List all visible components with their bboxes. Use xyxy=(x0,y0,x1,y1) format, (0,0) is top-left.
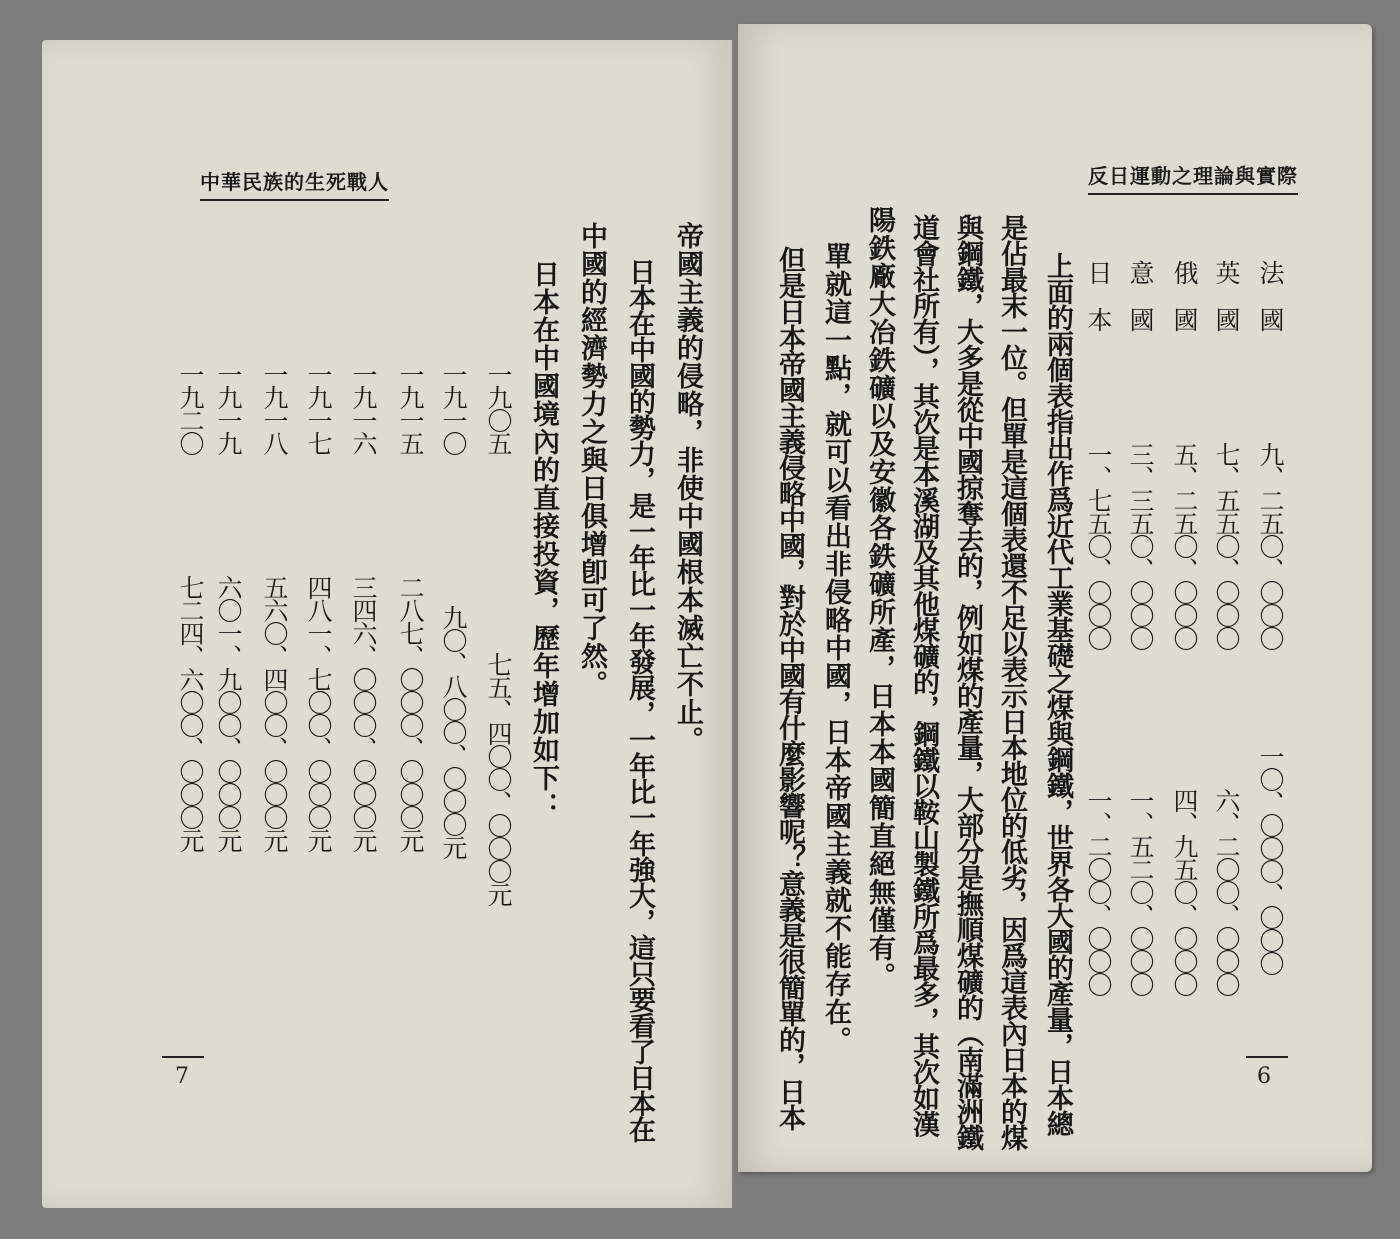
right-text-line-6: 單就這一點，就可以看出非侵略中國，日本帝國主義就不能存在。 xyxy=(820,242,851,1054)
inv-amount-1910: 九〇、八〇〇、〇〇〇元 xyxy=(439,605,468,858)
inv-amount-1916: 三四六、〇〇〇、〇〇〇元 xyxy=(349,575,378,851)
right-text-line-2: 是佔最末一位。但單是這個表還不足以表示日本地位的低劣，因爲這表內日本的煤 xyxy=(996,214,1027,1150)
left-running-header: 中華民族的生死戰人 xyxy=(200,166,389,201)
inv-amount-1919: 六〇一、九〇〇、〇〇〇元 xyxy=(214,575,243,851)
prod-coal-britain: 七、五五〇、〇〇〇 xyxy=(1212,442,1241,649)
prod-steel-britain: 六、二〇〇、〇〇〇 xyxy=(1212,788,1241,995)
right-running-header: 反日運動之理論與實際 xyxy=(1088,160,1298,195)
inv-year-1920: 一九二〇 xyxy=(176,362,205,454)
left-folio-rule xyxy=(162,1056,204,1058)
right-page-number: 6 xyxy=(1257,1064,1271,1089)
inv-amount-1905: 七五、四〇〇、〇〇〇元 xyxy=(484,652,513,905)
prod-coal-japan: 一、七五〇、〇〇〇 xyxy=(1084,442,1113,649)
inv-amount-1915: 二八七、〇〇〇、〇〇〇元 xyxy=(396,575,425,851)
prod-coal-italy: 三、三五〇、〇〇〇 xyxy=(1126,442,1155,649)
prod-country-france: 法國 xyxy=(1256,260,1285,354)
left-paragraph-2-line-1: 日本在中國的勢力，是一年比一年發展，一年比一年強大，這只要看了日本在 xyxy=(624,258,655,1142)
prod-country-japan: 日本 xyxy=(1084,260,1113,354)
prod-coal-france: 九、二五〇、〇〇〇 xyxy=(1256,442,1285,649)
inv-year-1905: 一九〇五 xyxy=(484,362,513,454)
prod-country-britain: 英國 xyxy=(1212,260,1241,354)
right-page xyxy=(738,24,1372,1172)
right-folio-rule xyxy=(1246,1056,1288,1058)
prod-country-italy: 意國 xyxy=(1126,260,1155,354)
left-paragraph-2-line-2: 中國的經濟勢力之與日俱增卽可了然。 xyxy=(576,222,607,698)
inv-year-1915: 一九一五 xyxy=(396,362,425,454)
right-text-line-3: 與鋼鐵，大多是從中國掠奪去的，例如煤的產量，大部分是撫順煤礦的（南滿洲鐵 xyxy=(952,214,983,1150)
right-text-line-7: 但是日本帝國主義侵略中國，對於中國有什麼影響呢？意義是很簡單的，日本 xyxy=(774,246,805,1130)
inv-year-1918: 一九一八 xyxy=(260,362,289,454)
prod-steel-italy: 一、五二〇、〇〇〇 xyxy=(1126,788,1155,995)
inv-year-1910: 一九一〇 xyxy=(439,362,468,454)
inv-year-1917: 一九一七 xyxy=(304,362,333,454)
right-text-line-1: 上面的兩個表指出作爲近代工業基礎之煤與鋼鐵，世界各大國的產量，日本總 xyxy=(1042,252,1073,1136)
left-paragraph-3: 日本在中國境內的直接投資，歷年增加如下： xyxy=(528,260,559,820)
left-paragraph-1: 帝國主義的侵略，非使中國根本滅亡不止。 xyxy=(672,222,703,754)
inv-amount-1920: 七二四、六〇〇、〇〇〇元 xyxy=(176,575,205,851)
right-text-line-5: 陽鉄廠大冶鉄礦以及安徽各鉄礦所產，日本本國簡直絕無僅有。 xyxy=(864,206,895,990)
left-page xyxy=(42,40,732,1208)
prod-steel-japan: 一、二〇〇、〇〇〇 xyxy=(1084,788,1113,995)
inv-amount-1917: 四八一、七〇〇、〇〇〇元 xyxy=(304,575,333,851)
left-page-number: 7 xyxy=(175,1064,189,1089)
prod-steel-france: 一〇、〇〇〇、〇〇〇 xyxy=(1256,744,1285,974)
prod-coal-russia: 五、二五〇、〇〇〇 xyxy=(1170,442,1199,649)
inv-year-1916: 一九一六 xyxy=(349,362,378,454)
inv-amount-1918: 五六〇、四〇〇、〇〇〇元 xyxy=(260,575,289,851)
inv-year-1919: 一九一九 xyxy=(214,362,243,454)
prod-steel-russia: 四、九五〇、〇〇〇 xyxy=(1170,788,1199,995)
prod-country-russia: 俄國 xyxy=(1170,260,1199,354)
right-text-line-4: 道會社所有），其次是本溪湖及其他煤礦的，鋼鐵以鞍山製鐵所爲最多，其次如漢 xyxy=(908,214,939,1137)
